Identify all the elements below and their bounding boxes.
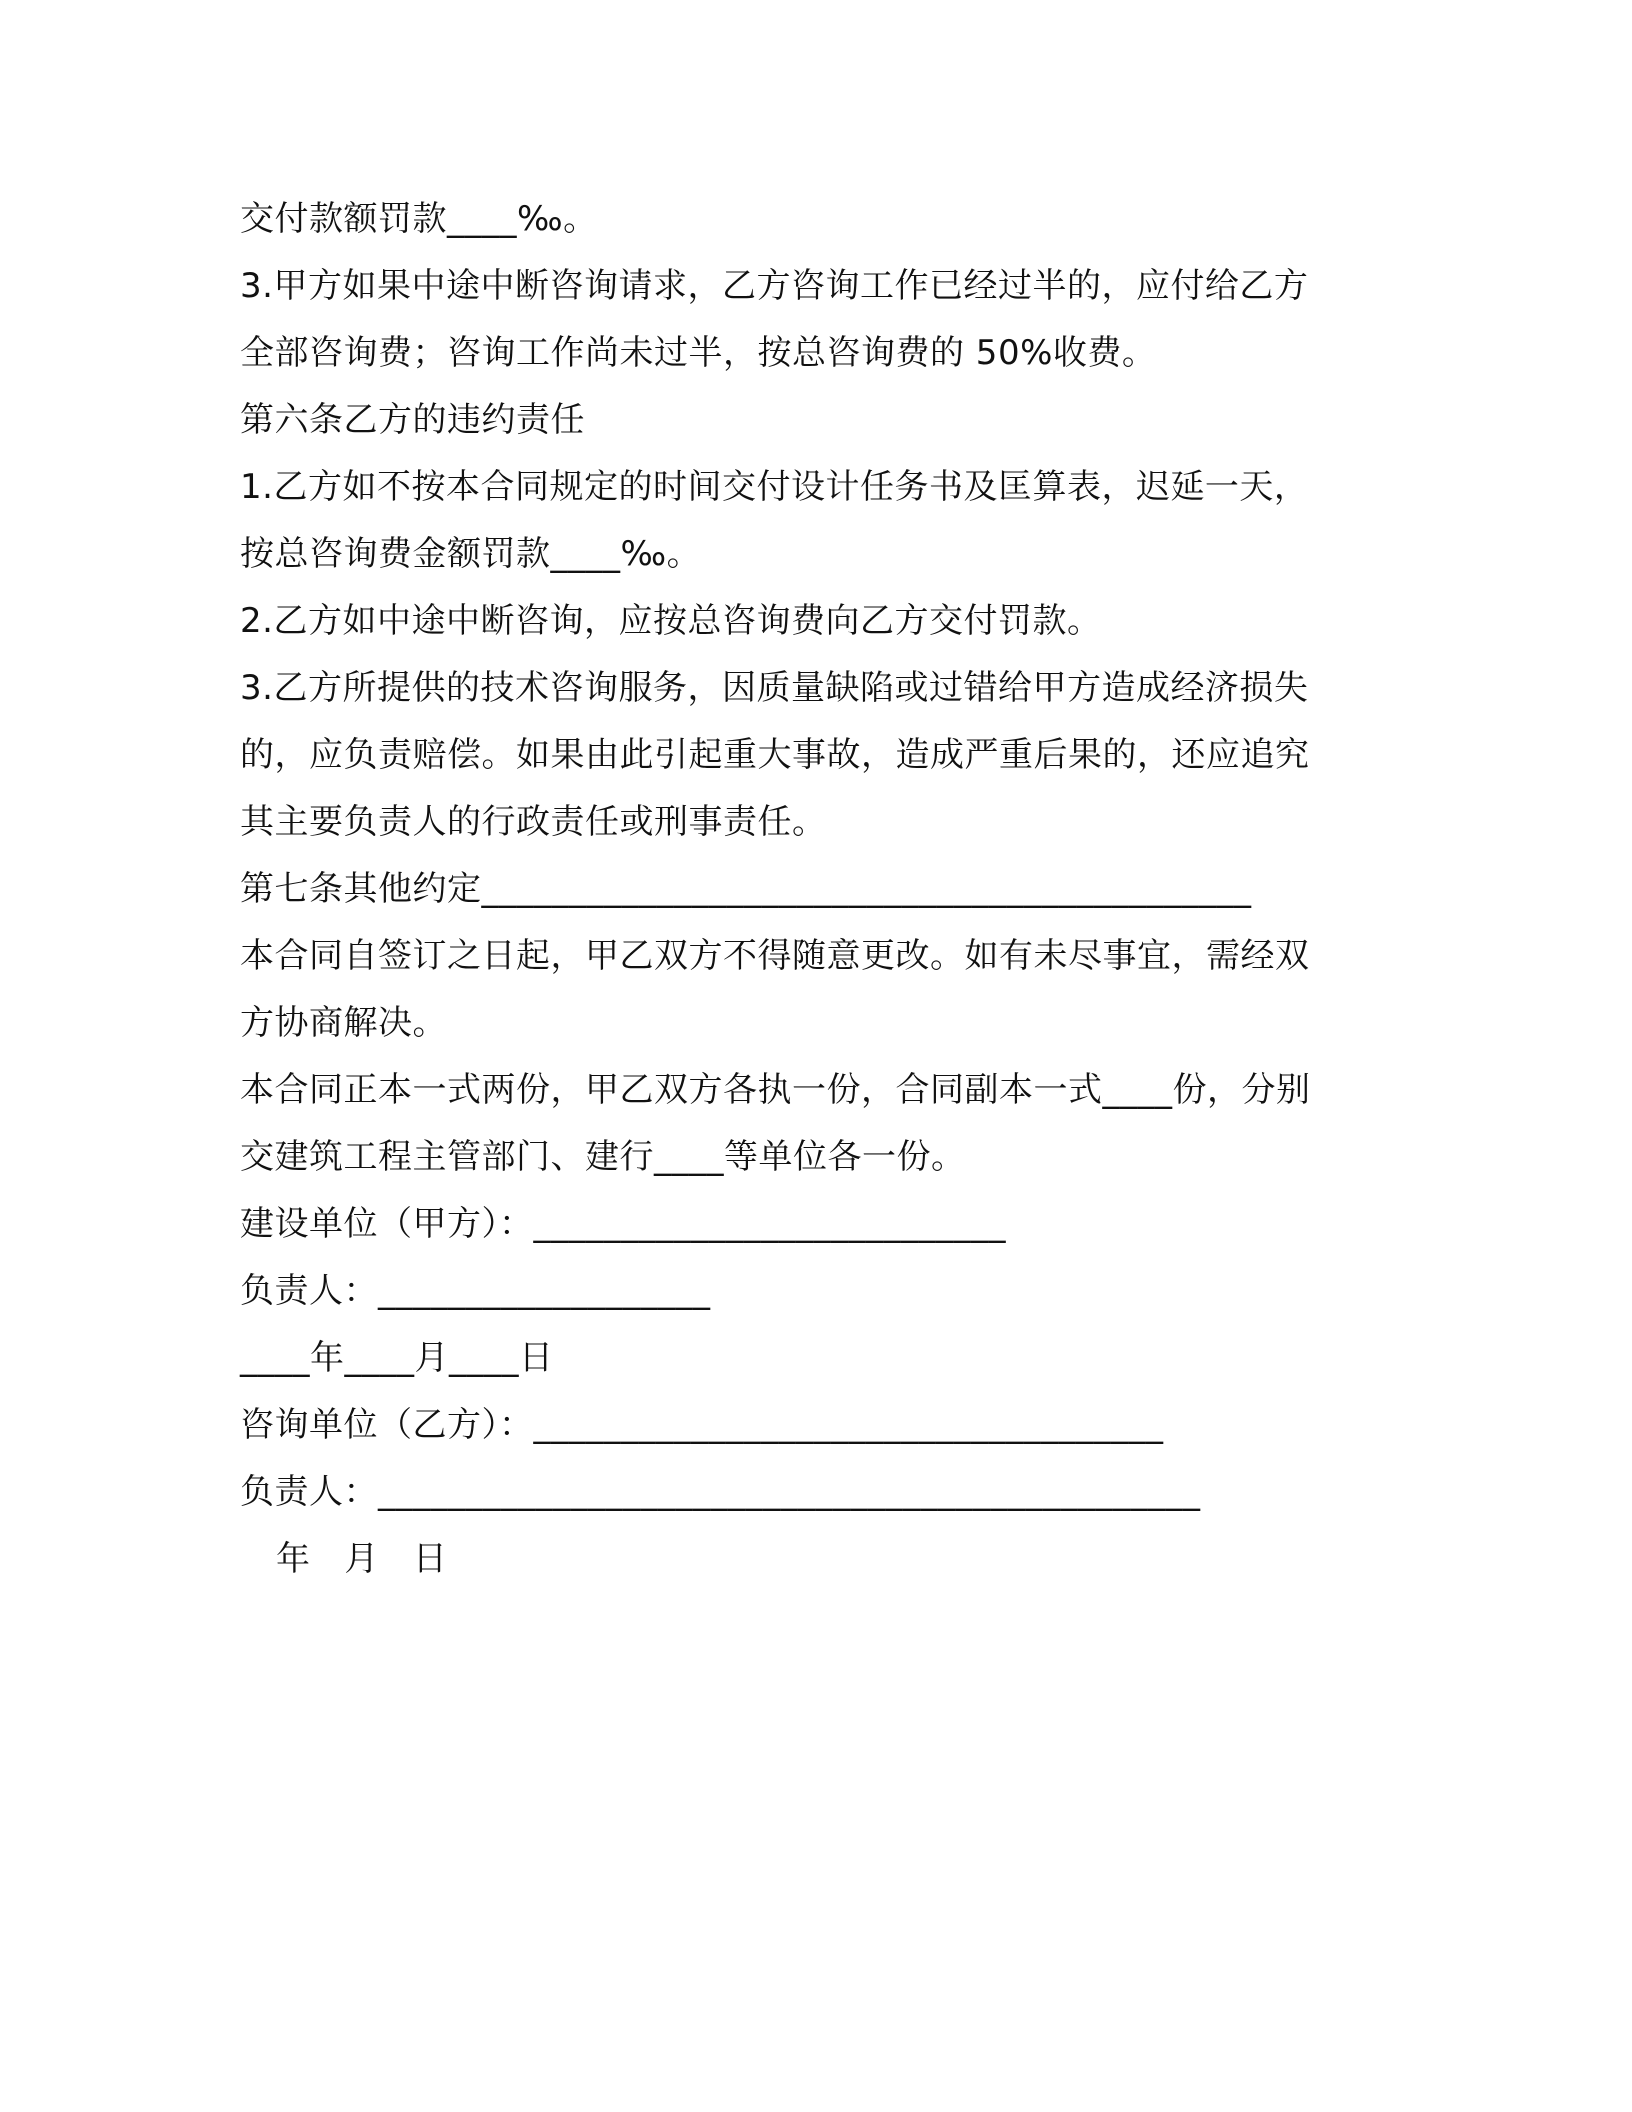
text-line: 本合同自签订之日起，甲乙双方不得随意更改。如有未尽事宜，需经双 — [240, 936, 1310, 976]
section-heading: 第六条乙方的违约责任 — [240, 400, 585, 440]
section-heading: 第七条其他约定____________________________________________ — [240, 869, 1252, 909]
text-line: 其主要负责人的行政责任或刑事责任。 — [240, 802, 827, 842]
text-line: 按总咨询费金额罚款____‰。 — [240, 534, 702, 574]
text-line: 交付款额罚款____‰。 — [240, 199, 598, 239]
text-line: 本合同正本一式两份，甲乙双方各执一份，合同副本一式____份，分别 — [240, 1070, 1311, 1110]
party-b-responsible-line: 负责人：_______________________________________________ — [240, 1472, 1201, 1512]
party-a-date-line: ____年____月____日 — [240, 1338, 554, 1378]
party-a-signature-line: 建设单位（甲方）：___________________________ — [240, 1204, 1006, 1244]
text-line: 1.乙方如不按本合同规定的时间交付设计任务书及匡算表，迟延一天， — [240, 467, 1309, 507]
text-line: 的，应负责赔偿。如果由此引起重大事故，造成严重后果的，还应追究 — [240, 735, 1310, 775]
text-line: 方协商解决。 — [240, 1003, 447, 1043]
text-line: 3.甲方如果中途中断咨询请求，乙方咨询工作已经过半的，应付给乙方 — [240, 266, 1309, 306]
document-page — [240, 186, 1390, 1593]
text-line: 2.乙方如中途中断咨询，应按总咨询费向乙方交付罚款。 — [240, 601, 1102, 641]
text-line: 3.乙方所提供的技术咨询服务，因质量缺陷或过错给甲方造成经济损失 — [240, 668, 1309, 708]
party-b-date-line: 年 月 日 — [276, 1539, 448, 1579]
party-a-responsible-line: 负责人：___________________ — [240, 1271, 711, 1311]
party-b-signature-line: 咨询单位（乙方）：____________________________________ — [240, 1405, 1164, 1445]
text-line: 全部咨询费；咨询工作尚未过半，按总咨询费的 50%收费。 — [240, 333, 1157, 373]
text-line: 交建筑工程主管部门、建行____等单位各一份。 — [240, 1137, 966, 1177]
